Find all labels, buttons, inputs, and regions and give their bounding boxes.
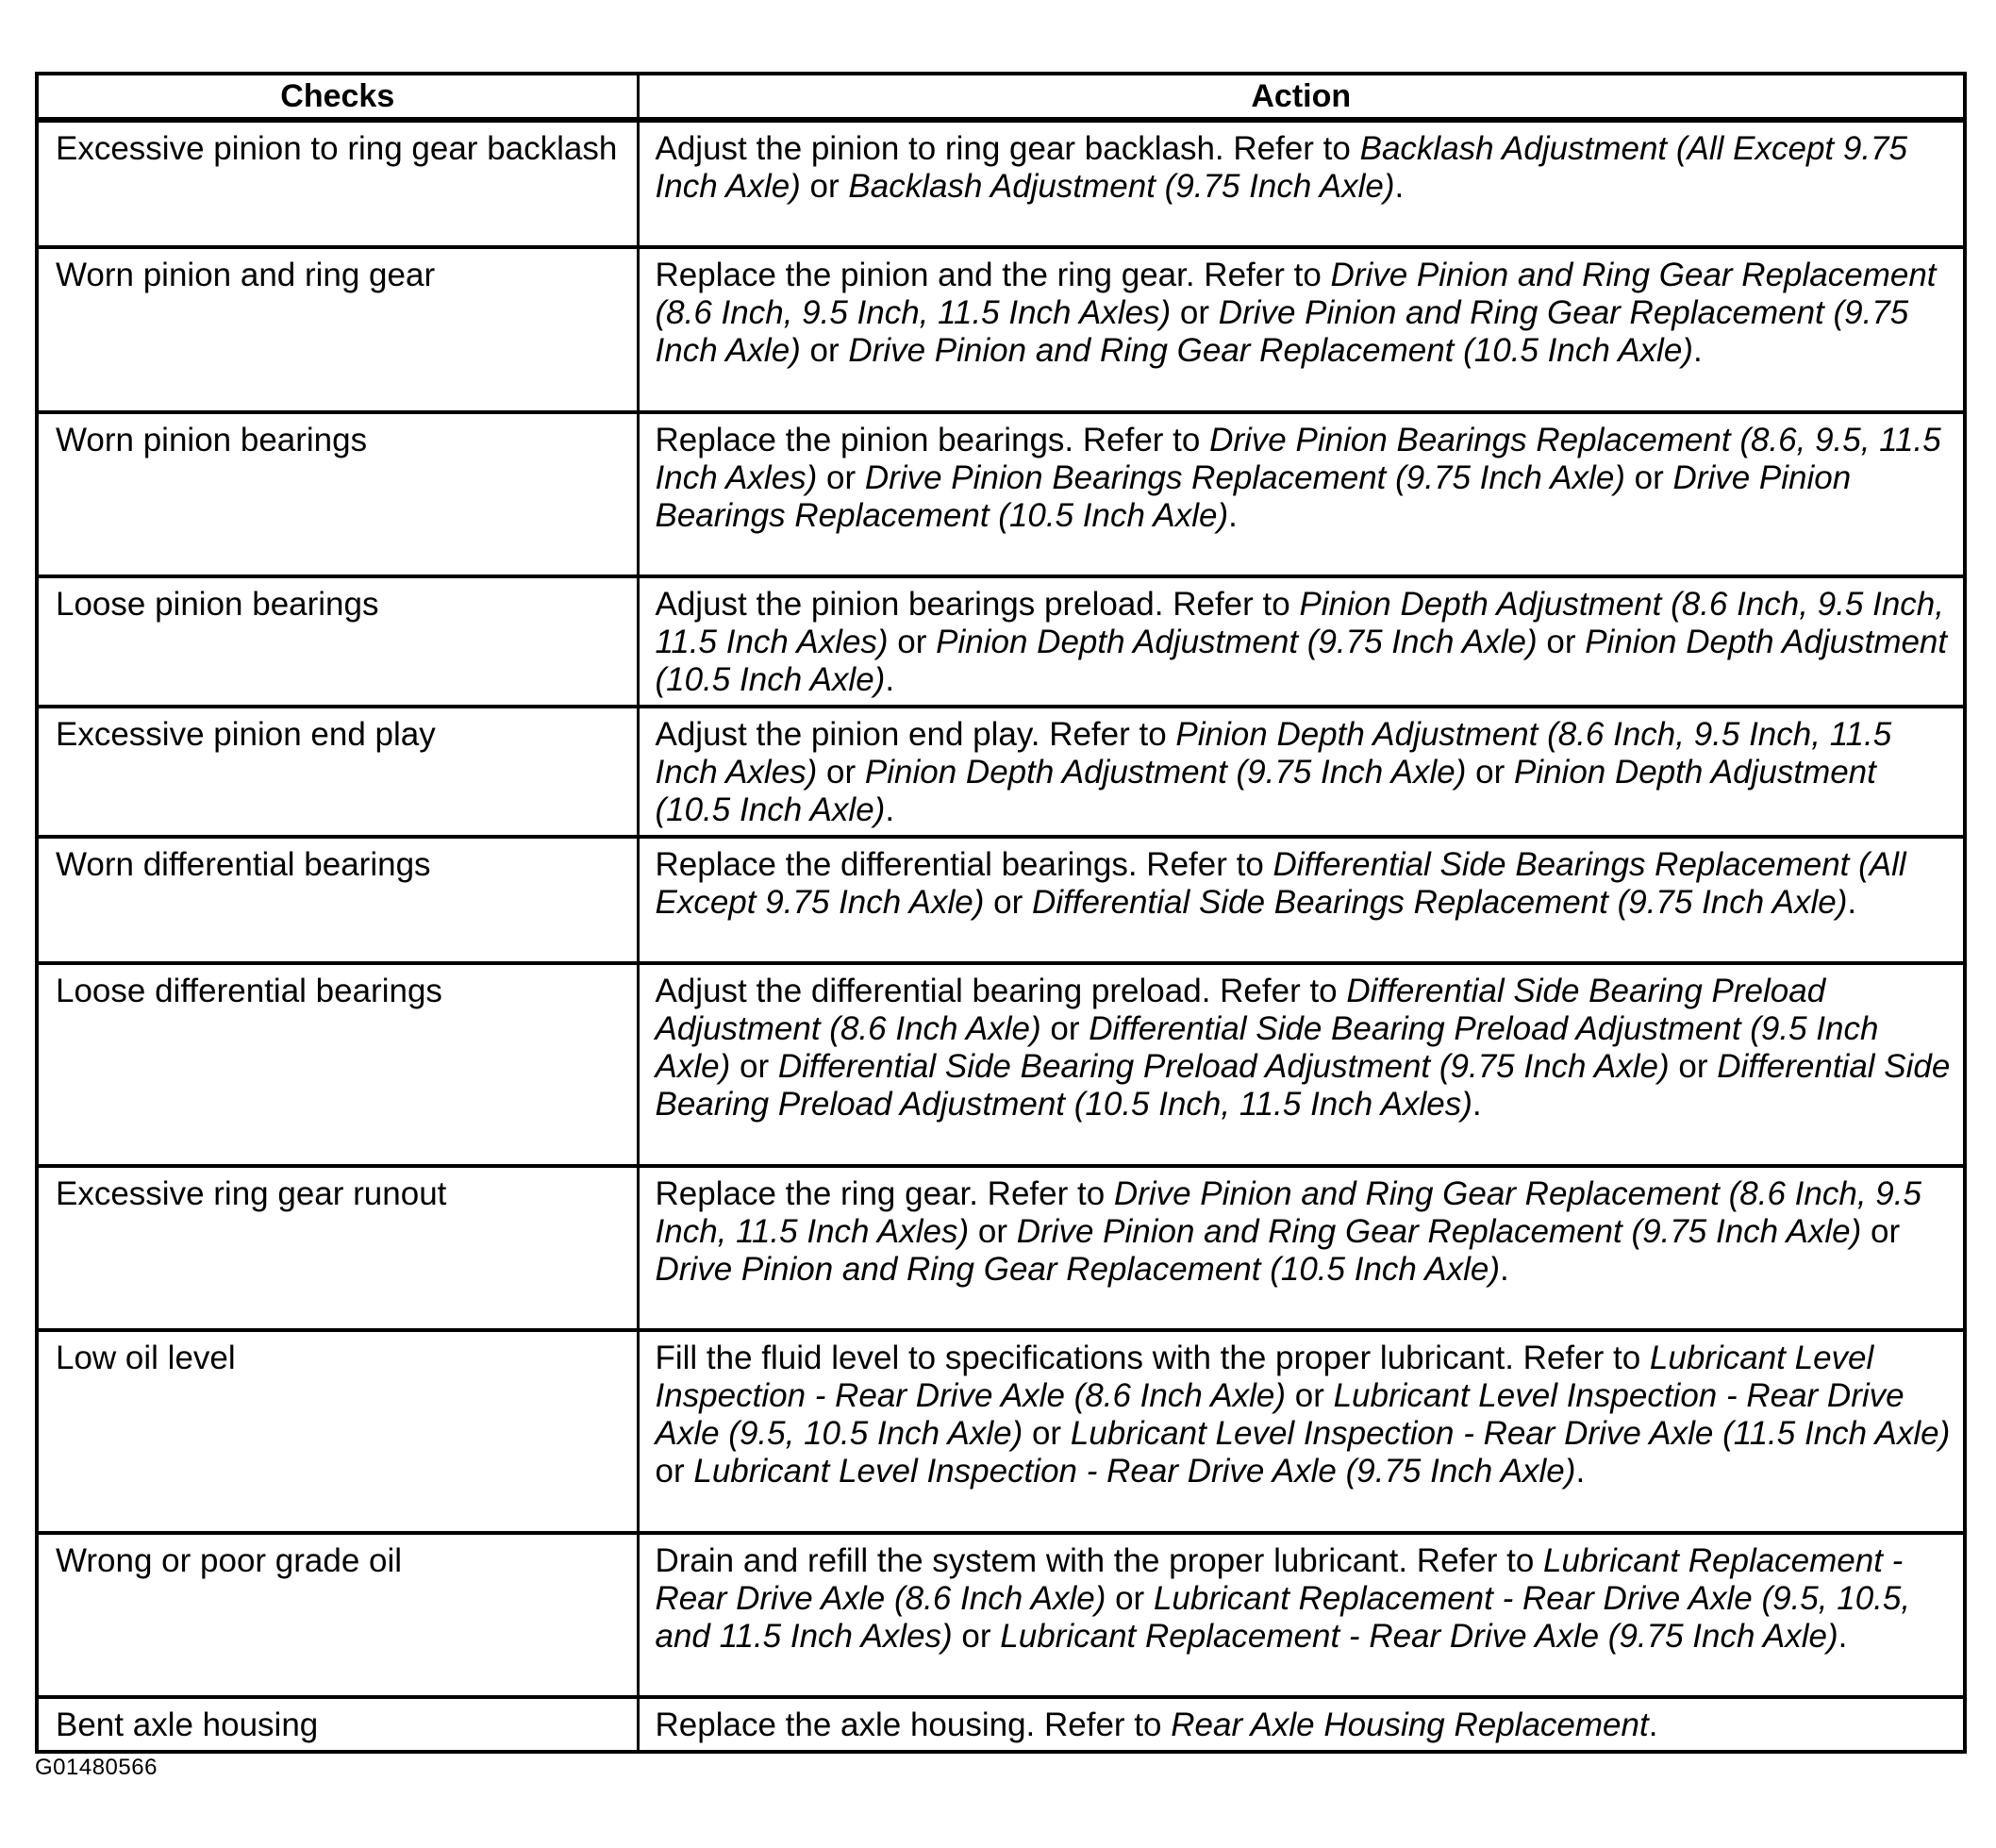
table-row (37, 707, 1965, 837)
action-text: Replace the pinion and the ring gear. Refer to (655, 257, 1331, 293)
action-cell (638, 1697, 1965, 1752)
action-text: or (1106, 1580, 1154, 1617)
action-cell (638, 1533, 1965, 1697)
table-row (37, 1533, 1965, 1697)
action-text: or (1537, 624, 1586, 660)
action-text: Adjust the differential bearing preload. Refer to (655, 973, 1347, 1009)
procedure-reference: Pinion Depth Adjustment (8.6 Inch, 9.5 Inch, 11.5 Inch Axles) (655, 586, 1944, 660)
action-text: . (885, 661, 895, 698)
check-cell (37, 1330, 638, 1533)
check-cell (37, 963, 638, 1166)
check-cell (37, 1697, 638, 1752)
action-text: . (885, 791, 895, 828)
action-text: or (952, 1618, 1001, 1655)
procedure-reference: Differential Side Bearing Preload Adjustment (9.5 Inch Axle) (655, 1010, 1879, 1085)
action-text: . (1648, 1706, 1658, 1743)
checks-column-header: Checks (37, 74, 638, 120)
action-cell (638, 837, 1965, 963)
check-cell (37, 412, 638, 576)
action-text: . (1692, 332, 1703, 369)
check-text: Excessive pinion to ring gear backlash (56, 130, 618, 167)
action-text: or (1040, 1010, 1089, 1047)
action-text: Replace the differential bearings. Refer to (655, 846, 1273, 883)
action-text: or (817, 459, 865, 496)
action-text: or (1624, 459, 1673, 496)
action-text: Adjust the pinion to ring gear backlash. Refer to (655, 130, 1360, 167)
action-text: . (1472, 1086, 1482, 1123)
procedure-reference: Lubricant Level Inspection - Rear Drive Axle (9.5, 10.5 Inch Axle) (655, 1377, 1905, 1452)
check-text: Low oil level (56, 1340, 236, 1376)
procedure-reference: Lubricant Level Inspection - Rear Drive Axle (11.5 Inch Axle) (1070, 1415, 1951, 1452)
procedure-reference: Pinion Depth Adjustment (9.75 Inch Axle) (936, 624, 1538, 660)
action-text: . (1838, 1618, 1848, 1655)
procedure-reference: Backlash Adjustment (All Except 9.75 Inch Axle) (655, 130, 1907, 205)
action-text: Fill the fluid level to specifications with the proper lubricant. Refer to (655, 1340, 1650, 1376)
procedure-reference: Drive Pinion and Ring Gear Replacement (9.75 Inch Axle) (1016, 1213, 1862, 1250)
check-text: Worn pinion and ring gear (56, 257, 436, 293)
procedure-reference: Differential Side Bearing Preload Adjustment (8.6 Inch Axle) (655, 973, 1826, 1047)
action-column-header: Action (638, 74, 1965, 120)
check-cell (37, 1166, 638, 1330)
procedure-reference: Lubricant Replacement - Rear Drive Axle (9.75 Inch Axle) (1000, 1618, 1838, 1655)
check-text: Excessive pinion end play (56, 716, 436, 753)
action-text: Drain and refill the system with the proper lubricant. Refer to (655, 1542, 1544, 1579)
table-row (37, 837, 1965, 963)
action-cell (638, 1166, 1965, 1330)
procedure-reference: Drive Pinion Bearings Replacement (9.75 Inch Axle) (864, 459, 1625, 496)
procedure-reference: Drive Pinion and Ring Gear Replacement (9.75 Inch Axle) (655, 294, 1909, 369)
table-row (37, 412, 1965, 576)
procedure-reference: Lubricant Level Inspection - Rear Drive Axle (9.75 Inch Axle) (693, 1453, 1576, 1490)
procedure-reference: Differential Side Bearing Preload Adjustment (10.5 Inch, 11.5 Inch Axles) (655, 1048, 1951, 1123)
procedure-reference: Pinion Depth Adjustment (10.5 Inch Axle) (655, 624, 1948, 698)
check-cell (37, 1533, 638, 1697)
action-text: or (655, 1453, 694, 1490)
action-text: or (817, 754, 865, 791)
action-cell (638, 707, 1965, 837)
check-cell (37, 837, 638, 963)
check-text: Wrong or poor grade oil (56, 1542, 403, 1579)
check-text: Loose pinion bearings (56, 586, 379, 623)
action-cell (638, 412, 1965, 576)
action-text: . (1228, 497, 1238, 534)
action-text: Replace the ring gear. Refer to (655, 1175, 1114, 1212)
procedure-reference: Drive Pinion and Ring Gear Replacement (8.6 Inch, 9.5 Inch, 11.5 Inch Axles) (655, 257, 1937, 331)
check-text: Bent axle housing (56, 1706, 319, 1743)
procedure-reference: Differential Side Bearings Replacement (9.75 Inch Axle) (1031, 884, 1848, 921)
action-cell (638, 1330, 1965, 1533)
procedure-reference: Pinion Depth Adjustment (9.75 Inch Axle) (864, 754, 1467, 791)
check-text: Worn differential bearings (56, 846, 431, 883)
action-text: Adjust the pinion bearings preload. Refer to (655, 586, 1300, 623)
action-text: . (1847, 884, 1857, 921)
procedure-reference: Drive Pinion Bearings Replacement (10.5 Inch Axle) (655, 459, 1852, 534)
action-text: or (1023, 1415, 1071, 1452)
procedure-reference: Drive Pinion Bearings Replacement (8.6, 9.5, 11.5 Inch Axles) (655, 422, 1941, 496)
action-text: or (1171, 294, 1219, 331)
action-text: Adjust the pinion end play. Refer to (655, 716, 1176, 753)
table-body (37, 120, 1965, 1752)
action-cell (638, 963, 1965, 1166)
procedure-reference: Differential Side Bearing Preload Adjustment (9.75 Inch Axle) (777, 1048, 1670, 1085)
action-text: or (800, 332, 849, 369)
action-text: or (800, 168, 849, 205)
header-row (37, 74, 1965, 120)
check-cell (37, 707, 638, 837)
action-text: . (1575, 1453, 1586, 1490)
action-text: or (1861, 1213, 1901, 1250)
action-cell (638, 247, 1965, 412)
action-text: or (730, 1048, 778, 1085)
check-cell (37, 576, 638, 707)
table-row (37, 1166, 1965, 1330)
check-text: Loose differential bearings (56, 973, 442, 1009)
check-text: Excessive ring gear runout (56, 1175, 447, 1212)
table-row (37, 576, 1965, 707)
action-text: . (1394, 168, 1405, 205)
table-row (37, 1697, 1965, 1752)
action-text: Replace the pinion bearings. Refer to (655, 422, 1210, 458)
procedure-reference: Lubricant Replacement - Rear Drive Axle (9.5, 10.5, and 11.5 Inch Axles) (655, 1580, 1911, 1655)
procedure-reference: Lubricant Level Inspection - Rear Drive Axle (8.6 Inch Axle) (655, 1340, 1874, 1414)
check-cell (37, 120, 638, 247)
action-text: or (1669, 1048, 1718, 1085)
checks-actions-table (35, 72, 1967, 1754)
action-text: Replace the axle housing. Refer to (655, 1706, 1172, 1743)
figure-id-label: G01480566 (35, 1755, 158, 1780)
procedure-reference: Rear Axle Housing Replacement (1171, 1706, 1649, 1743)
check-text: Worn pinion bearings (56, 422, 368, 458)
table-row (37, 963, 1965, 1166)
action-cell (638, 576, 1965, 707)
procedure-reference: Pinion Depth Adjustment (8.6 Inch, 9.5 Inch, 11.5 Inch Axles) (655, 716, 1892, 791)
action-cell (638, 120, 1965, 247)
action-text: . (1500, 1251, 1509, 1288)
procedure-reference: Differential Side Bearings Replacement (All Except 9.75 Inch Axle) (655, 846, 1906, 921)
action-text: or (969, 1213, 1017, 1250)
action-text: or (984, 884, 1032, 921)
action-text: or (1286, 1377, 1334, 1414)
table-header (37, 74, 1965, 120)
procedure-reference: Pinion Depth Adjustment (10.5 Inch Axle) (655, 754, 1876, 828)
table-row (37, 1330, 1965, 1533)
table-row (37, 247, 1965, 412)
procedure-reference: Drive Pinion and Ring Gear Replacement (10.5 Inch Axle) (655, 1251, 1501, 1288)
table-row (37, 120, 1965, 247)
check-cell (37, 247, 638, 412)
action-text: or (1466, 754, 1514, 791)
procedure-reference: Drive Pinion and Ring Gear Replacement (8.6 Inch, 9.5 Inch, 11.5 Inch Axles) (655, 1175, 1921, 1250)
procedure-reference: Lubricant Replacement - Rear Drive Axle (8.6 Inch Axle) (655, 1542, 1904, 1617)
action-text: or (888, 624, 937, 660)
procedure-reference: Drive Pinion and Ring Gear Replacement (10.5 Inch Axle) (848, 332, 1693, 369)
procedure-reference: Backlash Adjustment (9.75 Inch Axle) (848, 168, 1395, 205)
